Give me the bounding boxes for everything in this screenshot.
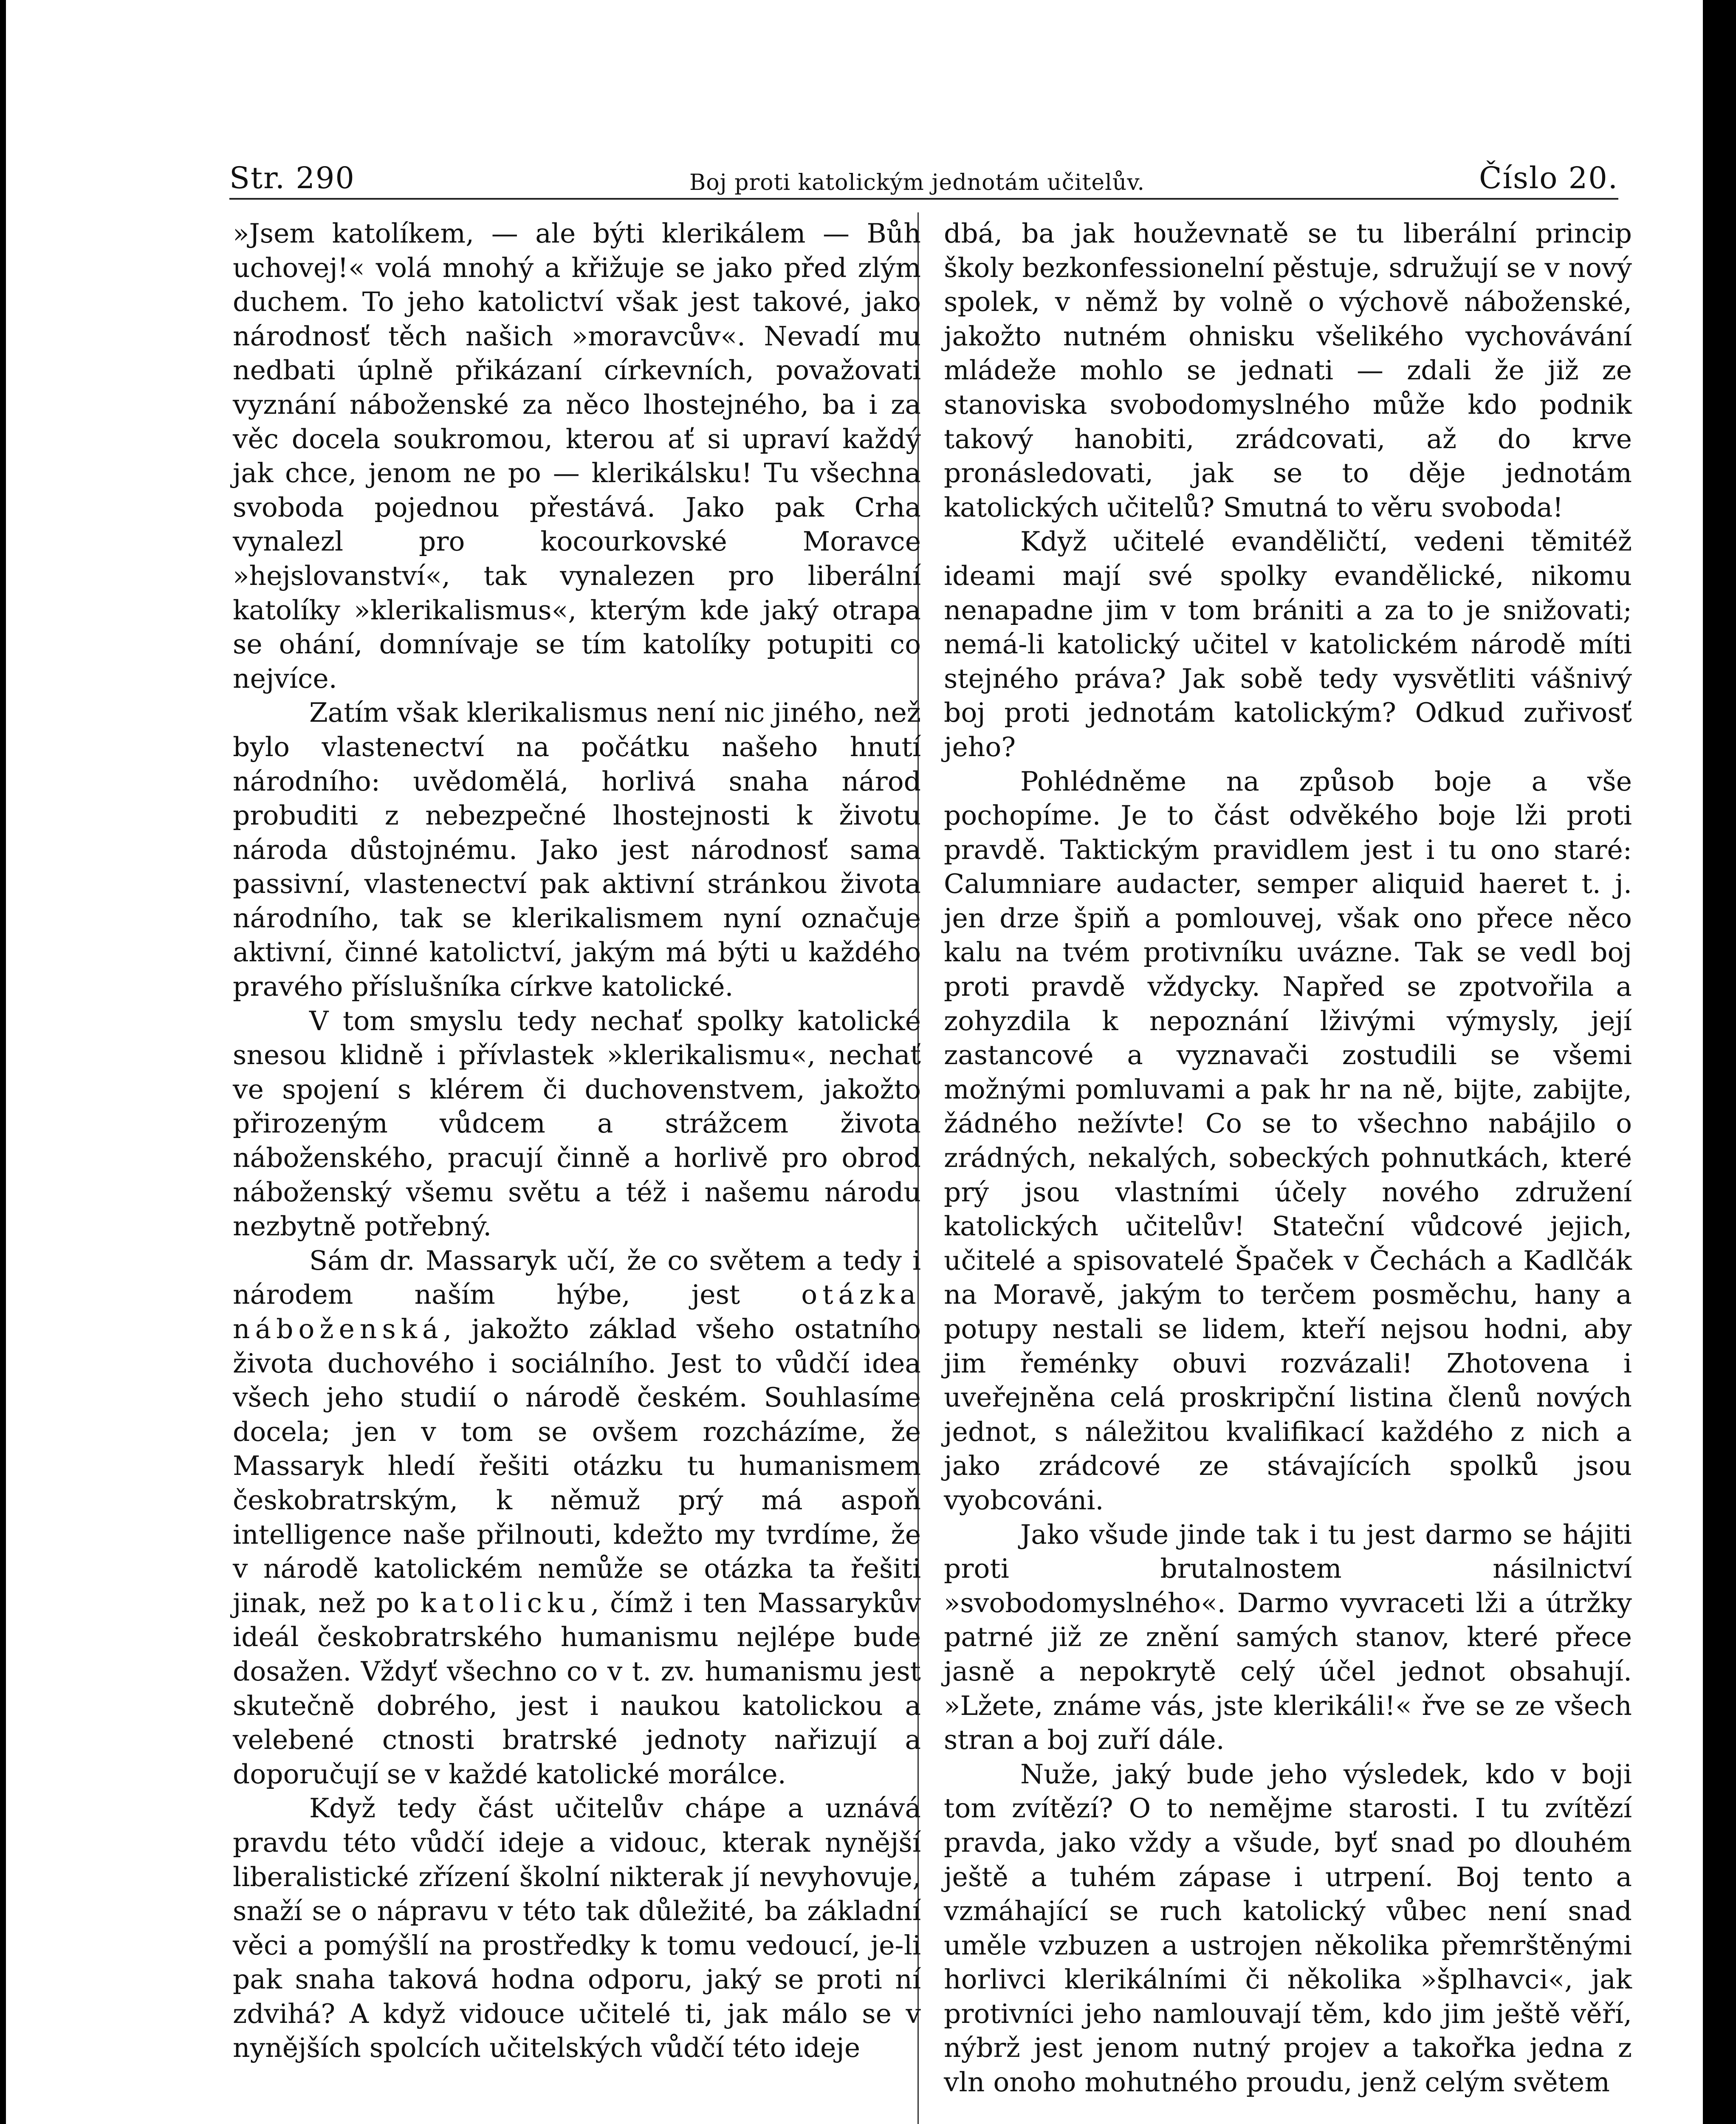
paragraph: Jako všude jinde tak i tu jest darmo se hájiti proti brutalnostem násilnictví »svobodomyslného«. Darmo vyvraceti lži a útržky patrné již ze znění samých stanov, které přece jasně a nepokrytě celý účel jednot obsahují. »Lžete, známe vás, jste klerikáli!« řve se ze všech stran a boj zuří dále.: [944, 1519, 1632, 1756]
text-run: Sám dr. Massaryk učí, že co světem a tedy i národem naším hýbe, jest: [233, 1245, 921, 1311]
issue-number: Číslo 20.: [1479, 161, 1618, 195]
paragraph: »Jsem katolíkem, — ale býti klerikálem — Bůh uchovej!« volá mnohý a křižuje se jako před zlým duchem. To jeho katolictví však jest takové, jako národnosť těch našich »moravcův«. Nevadí mu nedbati úplně přikázaní církevních, považovati vyznání náboženské za něco lhostejného, ba i za věc docela soukromou, kterou ať si upraví každý jak chce, jenom ne po — klerikálsku! Tu všechna svoboda pojednou přestává. Jako pak Crha vynalezl pro kocourkovské Moravce »hejslovanství«, tak vynalezen pro liberální katolíky »klerikalismus«, kterým kde jaký otrapa se ohání, domnívaje se tím katolíky potupiti co nejvíce.: [233, 218, 921, 694]
paragraph: Nuže, jaký bude jeho výsledek, kdo v boji tom zvítězí? O to nemějme starosti. I tu zvítězí pravda, jako vždy a všude, byť snad po dlouhém ještě a tuhém zápase i utrpení. Boj tento a vzmáhající se ruch katolický vůbec není snad uměle vzbuzen a ustrojen několika přemrštěnými horlivci klerikálními či několika »šplhavci«, jak protivníci jeho namlouvají těm, kdo jim ještě věří, nýbrž jest jenom nutný projev a takořka jedna z vln onoho mohutného proudu, jenž celým světem: [944, 1758, 1632, 2098]
right-column: [944, 217, 1632, 2100]
header-rule: [229, 198, 1618, 200]
page-number: Str. 290: [229, 161, 355, 195]
paragraph: dbá, ba jak houževnatě se tu liberální princip školy bezkonfessionelní pěstuje, sdružují se v nový spolek, v němž by volně o výchově náboženské, jakožto nutném ohnisku všelikého vychovávání mládeže mohlo se jednati — zdali že již ze stanoviska svobodomyslného může kdo podnik takový hanobiti, zrádcovati, až do krve pronásledovati, jak se to děje jednotám katolických učitelů? Smutná to věru svoboda!: [944, 218, 1632, 523]
text-run: , čímž i ten Massarykův ideál českobratrského humanismu nejlépe bude dosažen. Vždyť všechno co v t. zv. humanismu jest skutečně dobrého, jest i naukou katolickou a velebené ctnosti bratrské jednoty nařizují a doporučují se v každé katolické morálce.: [233, 1587, 921, 1790]
emphasis-spaced: katolicku: [420, 1587, 591, 1618]
paragraph: Když tedy část učitelův chápe a uznává pravdu této vůdčí ideje a vidouc, kterak nynější liberalistické zřízení školní nikterak jí nevyhovuje, snaží se o nápravu v této tak důležité, ba základní věci a pomýšlí na prostředky k tomu vedoucí, je-li pak snaha taková hodna odporu, jaký se proti ní zdvihá? A když vidouce učitelé ti, jak málo se v nynějších spolcích učitelských vůdčí této ideje: [233, 1793, 921, 2064]
paragraph: V tom smyslu tedy nechať spolky katolické snesou klidně i přívlastek »klerikalismu«, nechať ve spojení s klérem či duchovenstvem, jakožto přirozeným vůdcem a strážcem života náboženského, pracují činně a horlivě pro obrod náboženský všemu světu a též i našemu národu nezbytně potřebný.: [233, 1005, 921, 1242]
left-column: [233, 217, 921, 2065]
running-title: Boj proti katolickým jednotám učitelův.: [689, 170, 1145, 195]
paragraph-massaryk: [233, 1244, 921, 1792]
scan-edge-right: [1703, 0, 1736, 2124]
emphasis-spaced: otázka náboženská: [233, 1279, 921, 1344]
paragraph: Pohlédněme na způsob boje a vše pochopíme. Je to část odvěkého boje lži proti pravdě. Taktickým pravidlem jest i tu ono staré: Calumniare audacter, semper aliquid haeret t. j. jen drze špiň a pomlouvej, však ono přece něco kalu na tvém protivníku uvázne. Tak se vedl boj proti pravdě vždycky. Napřed se zpotvořila a zohyzdila k nepoznání lživými výmysly, její zastancové a vyznavači zostudili se všemi možnými pomluvami a pak hr na ně, bijte, zabijte, žádného nežívte! Co se to všechno nabájilo o zrádných, nekalých, sobeckých pohnutkách, které prý jsou vlastními účely nového združení katolických učitelův! Stateční vůdcové jejich, učitelé a spisovatelé Špaček v Čechách a Kadlčák na Moravě, jakým to terčem posměchu, hany a potupy nestali se lidem, kteří nejsou hodni, aby jim řeménky obuvi rozvázali! Zhotovena i uveřejněna celá proskripční listina členů nových jednot, s náležitou kvalifikací každého z nich a jako zrádcové ze stávajících spolků jsou vyobcováni.: [944, 765, 1632, 1516]
text-run: , jakožto základ všeho ostatního života duchového i sociálního. Jest to vůdčí idea všech jeho studií o národě českém. Souhlasíme docela; jen v tom se ovšem rozcházíme, že Massaryk hledí řešiti otázku tu humanismem českobratrským, k němuž prý má aspoň intelligence naše přilnouti, kdežto my tvrdíme, že v národě katolickém nemůže se otázka ta řešiti jinak, než po: [233, 1313, 921, 1618]
paragraph: Zatím však klerikalismus není nic jiného, než bylo vlastenectví na počátku našeho hnutí národního: uvědomělá, horlivá snaha národ probuditi z nebezpečné lhostejnosti k životu národa důstojnému. Jako jest národnosť sama passivní, vlastenectví pak aktivní stránkou života národního, tak se klerikalismem nyní označuje aktivní, činné katolictví, jakým má býti u každého pravého příslušníka církve katolické.: [233, 697, 921, 1003]
page-header: [229, 144, 1618, 195]
paragraph: Když učitelé evanděličtí, vedeni těmitéž ideami mají své spolky evandělické, nikomu nenapadne jim v tom brániti a za to je snižovati; nemá-li katolický učitel v katolickém národě míti stejného práva? Jak sobě tedy vysvětliti vášnivý boj proti jednotám katolickým? Odkud zuřivosť jeho?: [944, 526, 1632, 763]
scan-edge-left: [0, 0, 6, 2124]
